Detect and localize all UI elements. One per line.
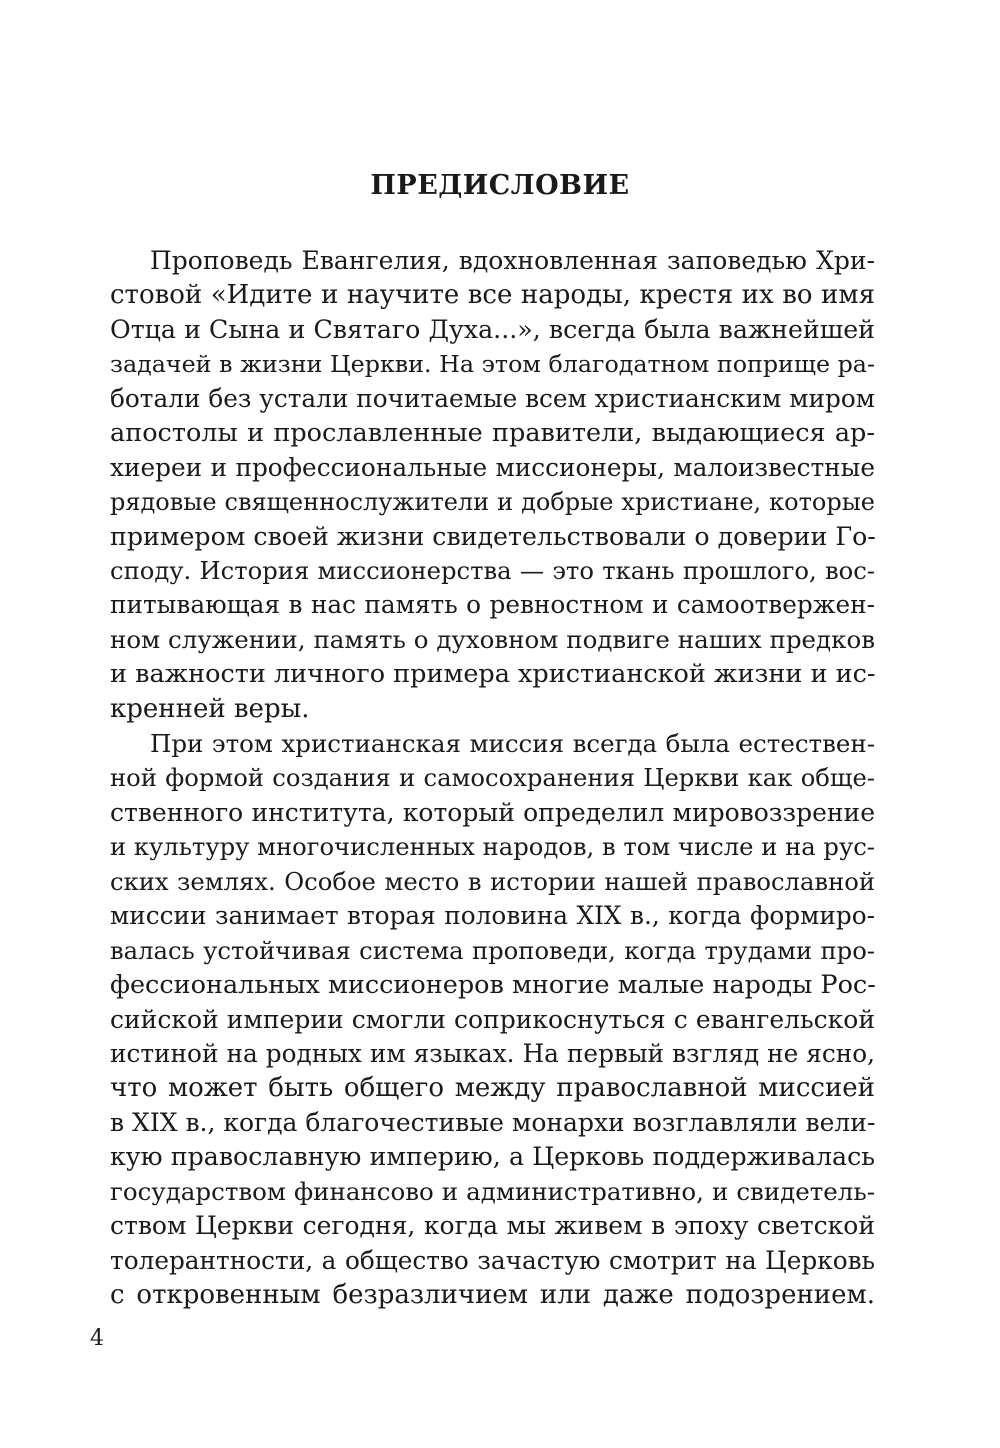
text-line: ских землях. Особое место в истории нашей православной <box>110 866 875 896</box>
paragraph-1 <box>110 244 875 726</box>
text-line: миссии занимает вторая половина XIX в., когда формиро- <box>110 901 875 931</box>
text-line: толерантности, а общество зачастую смотрит на Церковь <box>110 1245 875 1275</box>
text-line: ном служении, память о духовном подвиге наших предков <box>110 624 875 654</box>
text-line: ной формой создания и самосохранения Церкви как обще- <box>110 763 875 793</box>
text-line: валась устойчивая система проповеди, когда трудами про- <box>110 935 875 965</box>
text-line: споду. История миссионерства — это ткань прошлого, вос- <box>110 555 875 585</box>
text-line: сийской империи смогли соприкоснуться с евангельской <box>110 1004 875 1034</box>
text-line: истиной на родных им языках. На первый взгляд не ясно, <box>110 1038 875 1068</box>
text-line: питывающая в нас память о ревностном и самоотвержен- <box>110 590 875 620</box>
text-line: стовой «Идите и научите все народы, крестя их во имя <box>110 280 875 311</box>
paragraph-2 <box>110 727 875 1312</box>
text-line: кую православную империю, а Церковь поддерживалась <box>110 1142 875 1172</box>
text-line: и важности личного примера христианской жизни и ис- <box>110 659 876 690</box>
text-line: и культуру многочисленных народов, в том числе и на рус- <box>110 832 875 862</box>
text-line: апостолы и прославленные правители, выдающиеся ар- <box>110 418 875 449</box>
text-line: что может быть общего между православной миссией <box>110 1073 875 1104</box>
text-line: рядовые священнослужители и добрые христиане, которые <box>110 488 875 517</box>
text-line: с откровенным безразличием или даже подозрением. <box>110 1280 875 1310</box>
text-line: Проповедь Евангелия, вдохновленная заповедью Хри- <box>150 246 875 275</box>
text-line: ством Церкви сегодня, когда мы живем в эпоху светской <box>110 1211 875 1241</box>
text-line: задачей в жизни Церкви. На этом благодатном поприще ра- <box>110 350 875 379</box>
text-line: кренней веры. <box>110 693 310 724</box>
text-line: фессиональных миссионеров многие малые народы Рос- <box>110 970 876 1001</box>
text-line: в XIX в., когда благочестивые монархи возглавляли вели- <box>110 1107 876 1137</box>
text-line: государством финансово и административно, и свидетель- <box>110 1176 875 1206</box>
text-line: примером своей жизни свидетельствовали о доверии Го- <box>110 521 876 551</box>
text-line: ботали без устали почитаемые всем христианским миром <box>110 383 875 413</box>
text-line: При этом христианская миссия всегда была естествен- <box>150 729 875 758</box>
text-line: хиереи и профессиональные миссионеры, малоизвестные <box>110 452 875 482</box>
page-number: 4 <box>90 1326 104 1351</box>
text-line: ственного института, который определил мировоззрение <box>110 797 875 827</box>
page-title: ПРЕДИСЛОВИЕ <box>370 170 630 201</box>
text-line: Отца и Сына и Святаго Духа...», всегда была важнейшей <box>110 314 875 344</box>
